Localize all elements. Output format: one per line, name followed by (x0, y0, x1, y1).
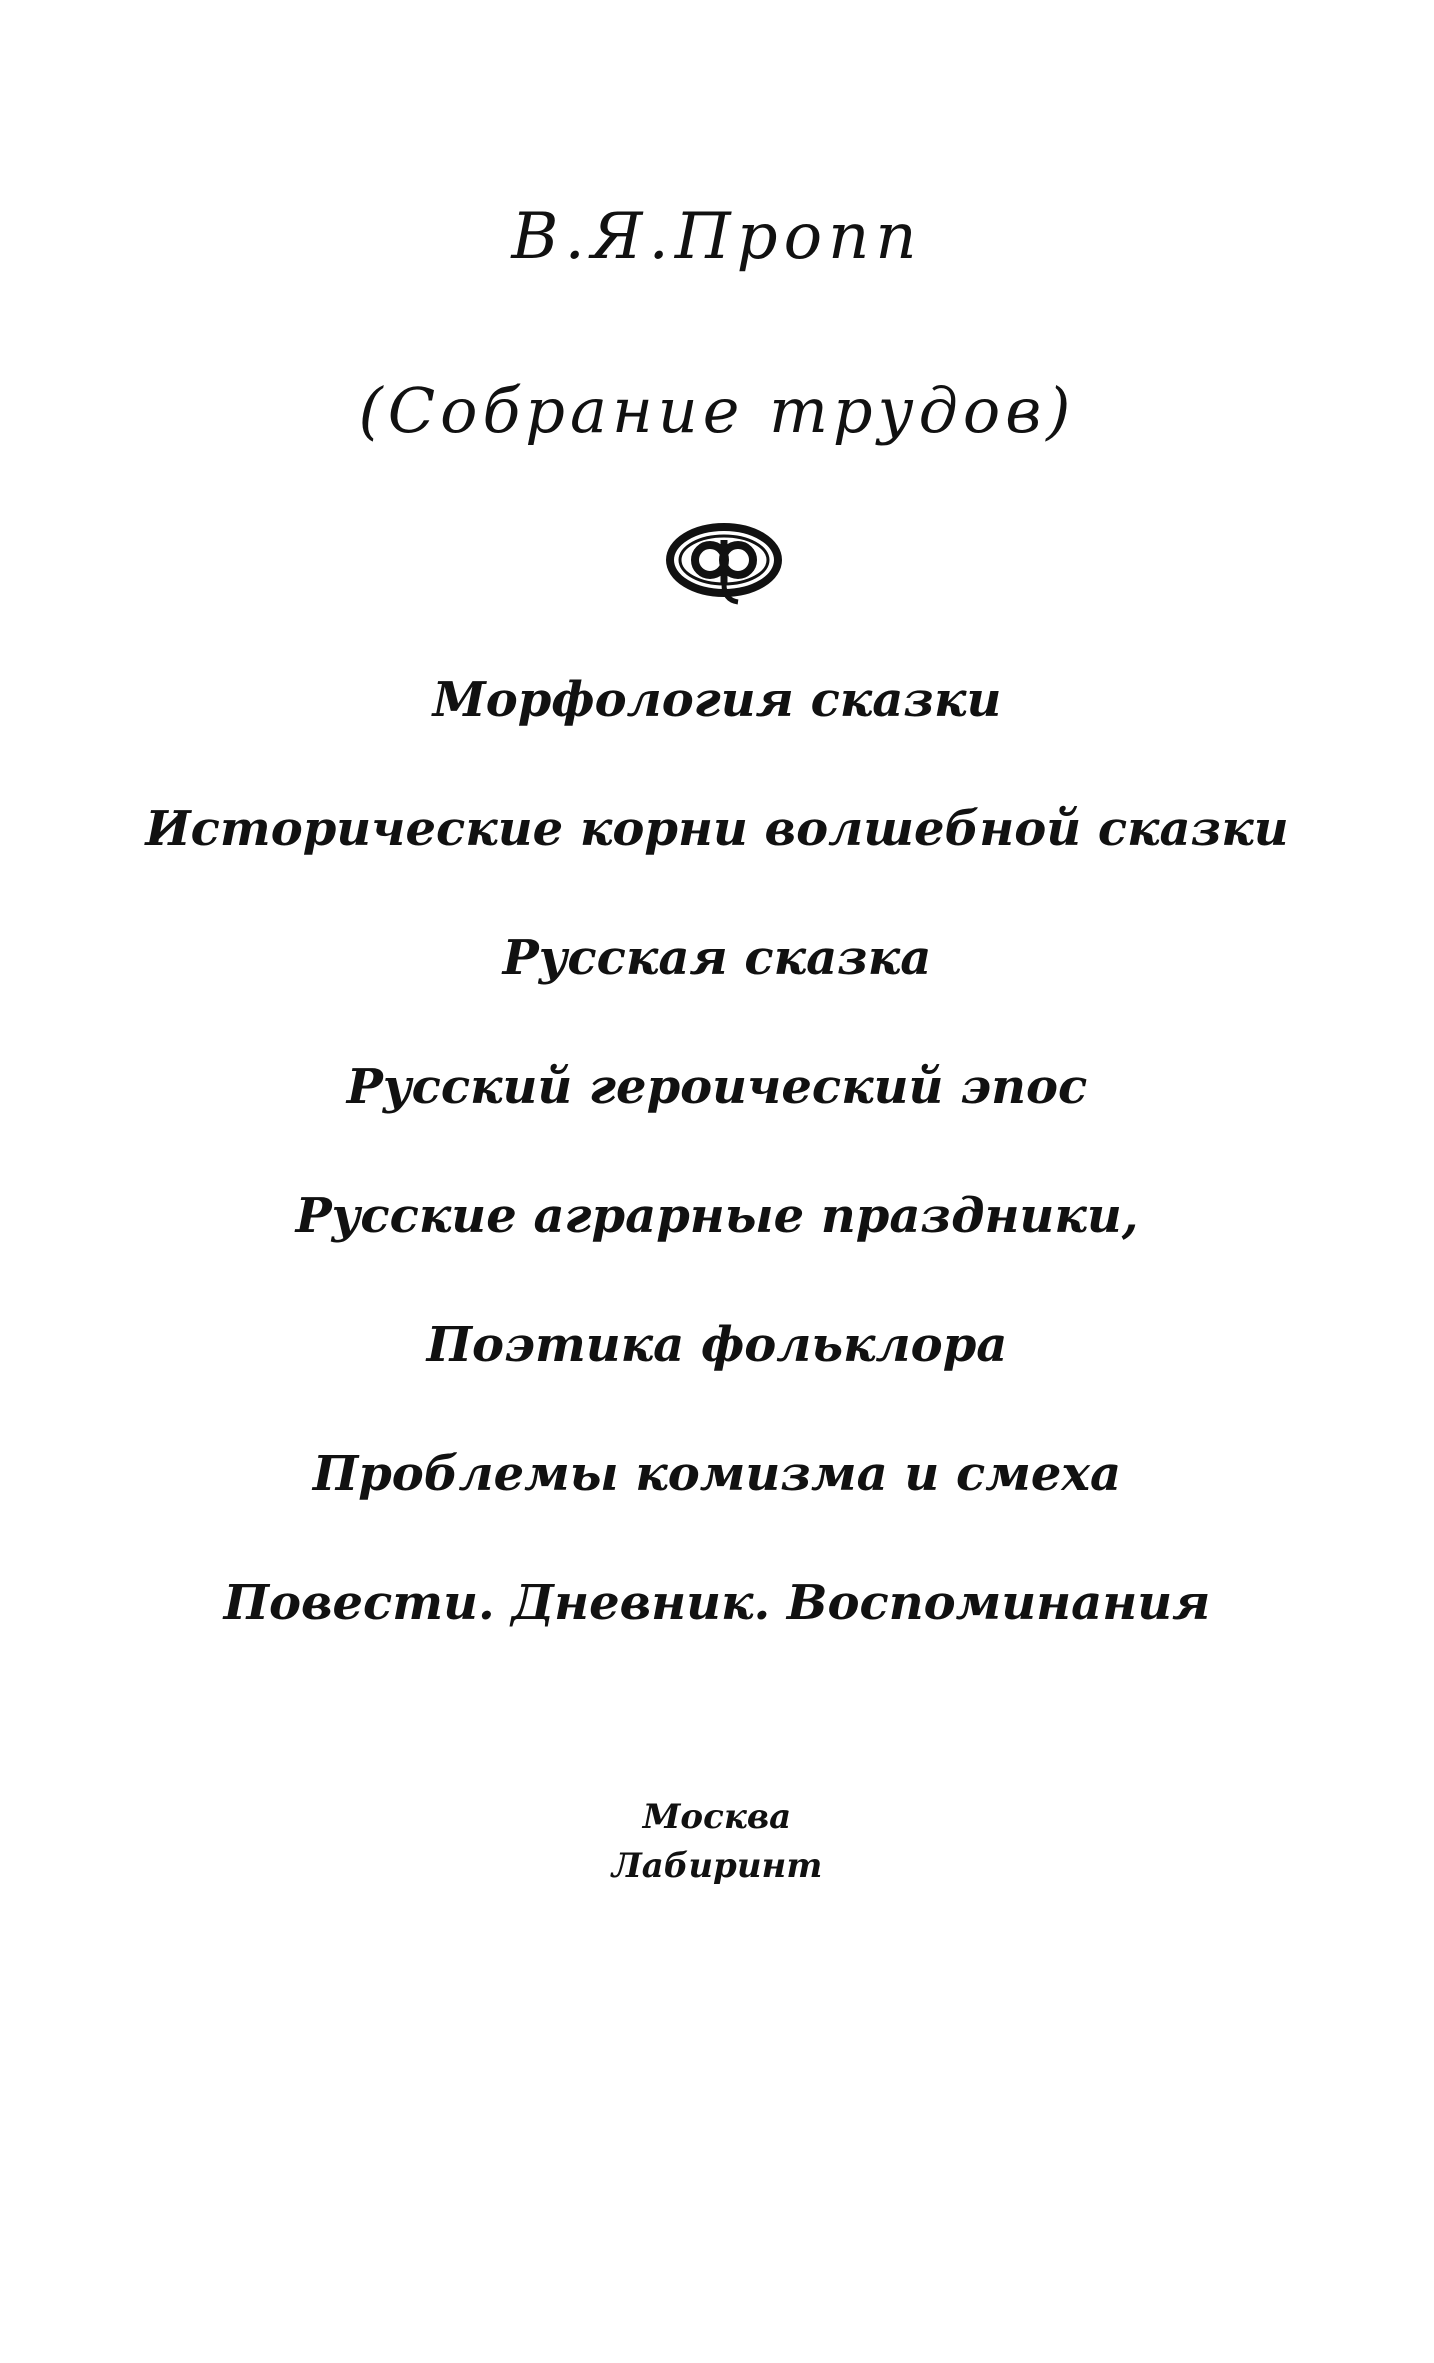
work-title: Проблемы комизма и смеха (312, 1446, 1122, 1502)
work-title: Морфология сказки (432, 672, 1002, 728)
imprint-city: Москва (642, 1797, 792, 1837)
work-title: Поэтика фольклора (426, 1317, 1008, 1373)
work-title: Русский героический эпос (346, 1059, 1088, 1115)
author-name: В.Я.Пропп (511, 200, 923, 274)
collected-works-list (0, 660, 1434, 1692)
work-title: Повести. Дневник. Воспоминания (223, 1575, 1211, 1631)
work-title: Исторические корни волшебной сказки (145, 801, 1289, 857)
work-title: Русские аграрные праздники, (295, 1188, 1139, 1244)
series-title: (Собрание трудов) (358, 374, 1076, 447)
work-title: Русская сказка (502, 930, 932, 986)
imprint-publisher: Лабиринт (611, 1846, 823, 1886)
publisher-monogram-icon (666, 520, 782, 606)
